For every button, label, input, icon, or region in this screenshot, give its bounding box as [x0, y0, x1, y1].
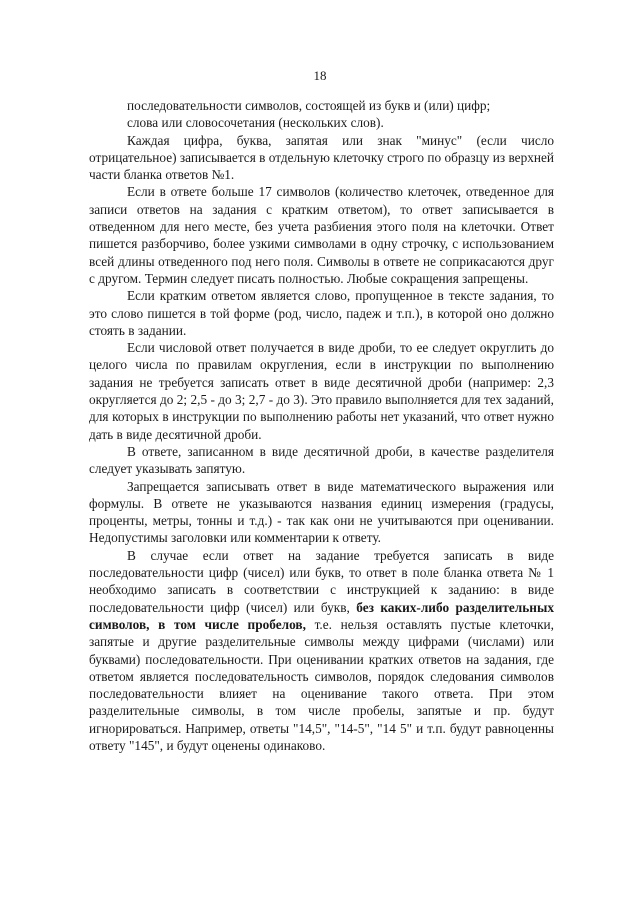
paragraph-sequence-answers — [89, 547, 554, 755]
paragraph: Запрещается записывать ответ в виде математического выражения или формулы. В ответе не указываются названия единиц измерения (градусы, проценты, метры, тонны и т.д.) - так как они не учитываются при оценивании. Недопустимы заголовки или комментарии к ответу. — [89, 478, 554, 546]
paragraph: Каждая цифра, буква, запятая или знак "минус" (если число отрицательное) записывается в отдельную клеточку строго по образцу из верхней части бланка ответов №1. — [89, 132, 555, 183]
paragraph: Если в ответе больше 17 символов (количество клеточек, отведенное для записи ответов на задания с кратким ответом), то ответ записывается в отведенном для него месте, без учета разбиения этого поля на клеточки. Ответ пишется разборчиво, более узкими символами в одну строчку, с использованием всей длины отведенного под него поля. Символы в ответе не соприкасаются друг с другом. Термин следует писать полностью. Любые сокращения запрещены. — [89, 184, 554, 286]
paragraph: слова или словосочетания (нескольких слов). — [127, 115, 384, 131]
paragraph: последовательности символов, состоящей из букв и (или) цифр; — [127, 98, 491, 113]
paragraph-text: В случае если ответ на задание требуется записать в виде последовательности цифр (чисел) или букв, то ответ в поле бланка ответа № 1 необходимо записать в соответствии с инструкцией к заданию: в виде последовательности цифр (чисел) или букв, — [89, 547, 554, 615]
paragraph-bold-text: без каких-либо разделительных символов, в том числе пробелов, — [89, 599, 554, 632]
page-number: 18 — [313, 68, 327, 83]
paragraph-text: т.е. нельзя оставлять пустые клеточки, запятые и другие разделительные символы между цифрами (числами) или буквами) последовательности. При оценивании кратких ответов на задания, где ответом является последовательность символов, порядок следования символов последовательности влияет на оценивание такого ответа. При этом разделительные символы, в том числе пробелы, запятые и пр. будут игнорироваться. Например, ответы "14,5", "14-5", "14 5" и т.п. будут равноценны ответу "145", и будут оценены одинаково. — [89, 616, 554, 753]
document-body — [89, 97, 554, 754]
paragraph: Если кратким ответом является слово, пропущенное в тексте задания, то это слово пишется в той форме (род, число, падеж и т.п.), в которой оно должно стоять в задании. — [89, 288, 554, 338]
paragraph: В ответе, записанном в виде десятичной дроби, в качестве разделителя следует указывать запятую. — [89, 443, 554, 477]
paragraph: Если числовой ответ получается в виде дроби, то ее следует округлить до целого числа по правилам округления, если в инструкции по выполнению задания не требуется записать ответ в виде десятичной дроби (например: 2,3 округляется до 2; 2,5 - до 3; 2,7 - до 3). Это правило выполняется для тех заданий, для которых в инструкции по выполнению работы нет указаний, что ответ нужно дать в виде десятичной дроби. — [89, 340, 554, 442]
